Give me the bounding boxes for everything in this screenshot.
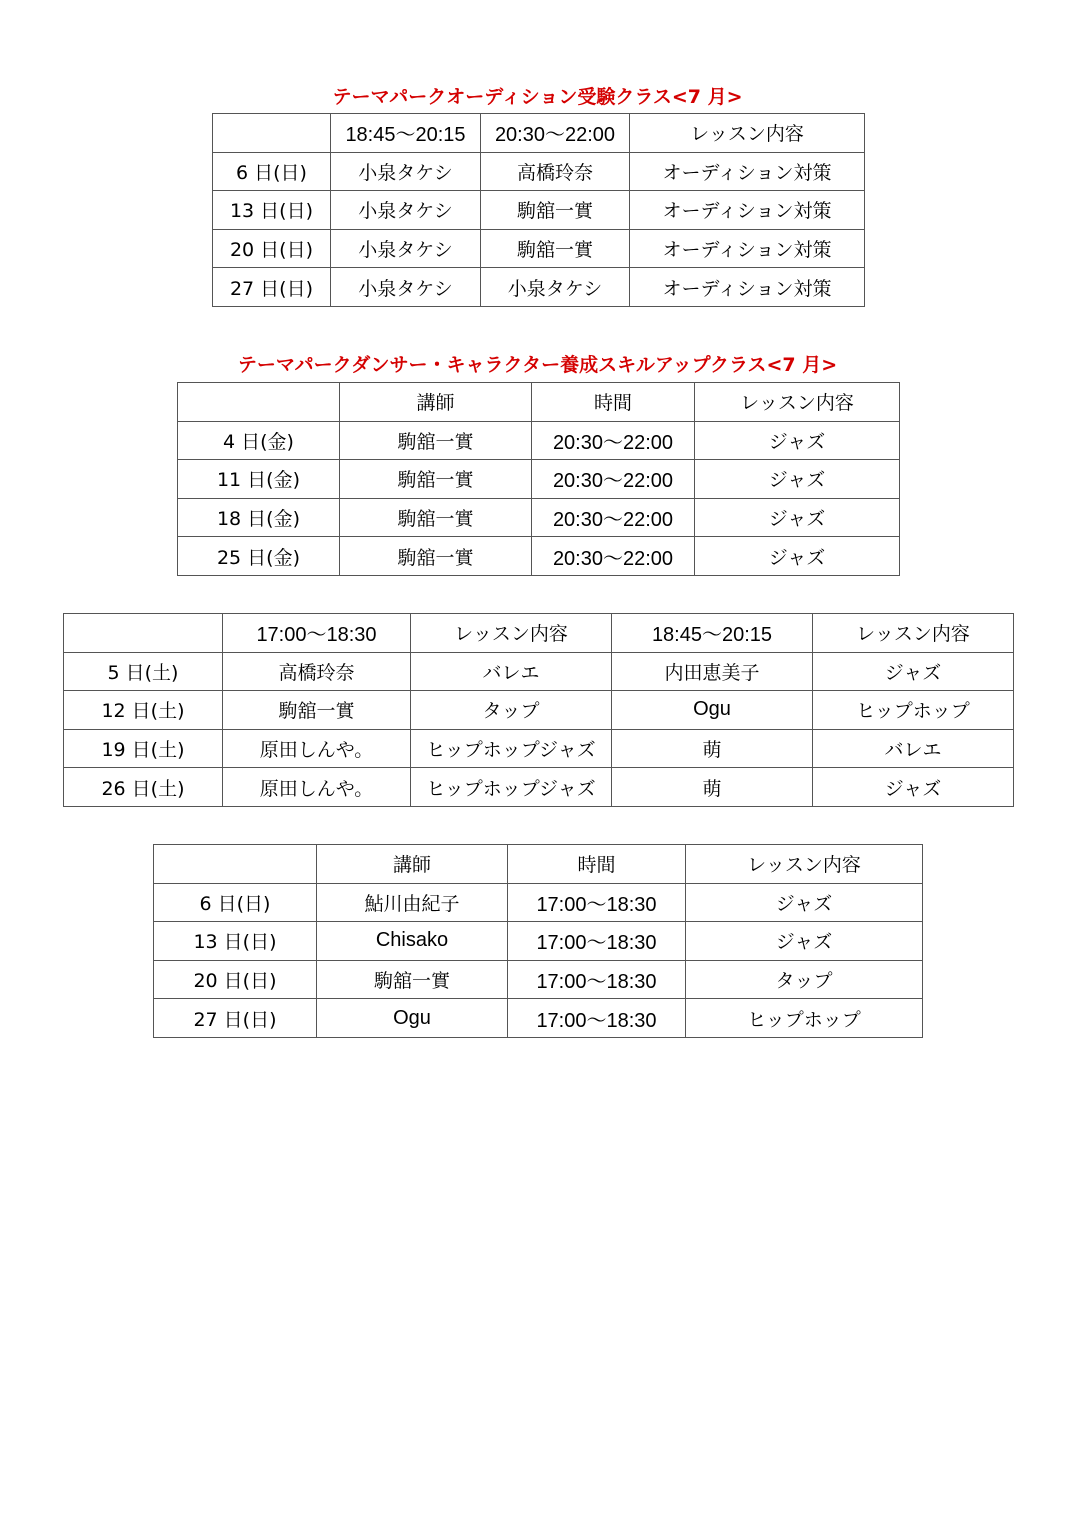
date-cell: 12 日(土) bbox=[64, 691, 223, 730]
instructor-cell: 駒舘一實 bbox=[223, 691, 411, 730]
instructor-cell: 駒舘一實 bbox=[340, 421, 532, 460]
header-cell-lesson-content-1: レッスン内容 bbox=[411, 614, 612, 653]
lesson-content-cell: ヒップホップ bbox=[686, 999, 923, 1038]
instructor-cell: 鮎川由紀子 bbox=[317, 883, 508, 922]
instructor-cell: 駒舘一實 bbox=[340, 460, 532, 499]
audition-class-title: テーマパークオーディション受験クラス<7 月> bbox=[332, 86, 743, 108]
table-row bbox=[213, 268, 865, 307]
lesson-content-cell: ヒップホップ bbox=[813, 691, 1014, 730]
lesson-content-cell: バレエ bbox=[411, 652, 612, 691]
header-cell-lesson-content: レッスン内容 bbox=[686, 845, 923, 884]
lesson-content-cell: ジャズ bbox=[695, 537, 900, 576]
date-cell: 20 日(日) bbox=[154, 960, 317, 999]
header-cell-empty bbox=[154, 845, 317, 884]
date-cell: 25 日(金) bbox=[178, 537, 340, 576]
header-cell-instructor: 講師 bbox=[317, 845, 508, 884]
table-row bbox=[64, 652, 1014, 691]
table-row bbox=[178, 460, 900, 499]
table-row bbox=[178, 537, 900, 576]
table-row bbox=[178, 421, 900, 460]
lesson-content-cell: ジャズ bbox=[813, 768, 1014, 807]
lesson-content-cell: ヒップホップジャズ bbox=[411, 729, 612, 768]
table-header-row bbox=[154, 845, 923, 884]
time-cell: 17:00～18:30 bbox=[508, 999, 686, 1038]
date-cell: 6 日(日) bbox=[154, 883, 317, 922]
instructor-cell: Ogu bbox=[317, 999, 508, 1038]
header-cell-lesson-content: レッスン内容 bbox=[630, 114, 865, 153]
time-cell: 17:00～18:30 bbox=[508, 922, 686, 961]
table-row bbox=[178, 498, 900, 537]
header-cell-empty bbox=[178, 383, 340, 422]
table-header-row bbox=[64, 614, 1014, 653]
date-cell: 5 日(土) bbox=[64, 652, 223, 691]
date-cell: 4 日(金) bbox=[178, 421, 340, 460]
table-header-row bbox=[213, 114, 865, 153]
instructor-cell: 高橋玲奈 bbox=[481, 152, 630, 191]
instructor-cell: 内田恵美子 bbox=[612, 652, 813, 691]
lesson-content-cell: ジャズ bbox=[695, 498, 900, 537]
date-cell: 18 日(金) bbox=[178, 498, 340, 537]
lesson-content-cell: ジャズ bbox=[686, 922, 923, 961]
lesson-content-cell: ジャズ bbox=[695, 421, 900, 460]
time-cell: 20:30～22:00 bbox=[532, 498, 695, 537]
skillup-class-table bbox=[177, 382, 900, 576]
header-cell-lesson-content-2: レッスン内容 bbox=[813, 614, 1014, 653]
instructor-cell: 萌 bbox=[612, 729, 813, 768]
header-cell-time: 時間 bbox=[508, 845, 686, 884]
lesson-content-cell: ジャズ bbox=[686, 883, 923, 922]
date-cell: 27 日(日) bbox=[213, 268, 331, 307]
time-cell: 17:00～18:30 bbox=[508, 883, 686, 922]
instructor-cell: 小泉タケシ bbox=[331, 191, 481, 230]
table-row bbox=[64, 768, 1014, 807]
date-cell: 13 日(日) bbox=[154, 922, 317, 961]
date-cell: 6 日(日) bbox=[213, 152, 331, 191]
date-cell: 20 日(日) bbox=[213, 229, 331, 268]
instructor-cell: 原田しんや。 bbox=[223, 768, 411, 807]
instructor-cell: 駒舘一實 bbox=[317, 960, 508, 999]
lesson-content-cell: タップ bbox=[686, 960, 923, 999]
lesson-content-cell: ヒップホップジャズ bbox=[411, 768, 612, 807]
lesson-content-cell: タップ bbox=[411, 691, 612, 730]
instructor-cell: Ogu bbox=[612, 691, 813, 730]
skillup-class-title: テーマパークダンサー・キャラクター養成スキルアップクラス<7 月> bbox=[237, 354, 838, 376]
header-cell-time: 時間 bbox=[532, 383, 695, 422]
table-row bbox=[154, 922, 923, 961]
instructor-cell: 高橋玲奈 bbox=[223, 652, 411, 691]
saturday-class-table bbox=[63, 613, 1014, 807]
date-cell: 27 日(日) bbox=[154, 999, 317, 1038]
table-row bbox=[213, 191, 865, 230]
table-row bbox=[154, 960, 923, 999]
table-row bbox=[213, 152, 865, 191]
header-cell-time-slot-2: 18:45～20:15 bbox=[612, 614, 813, 653]
date-cell: 11 日(金) bbox=[178, 460, 340, 499]
instructor-cell: 駒舘一實 bbox=[340, 537, 532, 576]
time-cell: 17:00～18:30 bbox=[508, 960, 686, 999]
instructor-cell: Chisako bbox=[317, 922, 508, 961]
lesson-content-cell: オーディション対策 bbox=[630, 229, 865, 268]
instructor-cell: 駒舘一實 bbox=[481, 229, 630, 268]
table-row bbox=[154, 999, 923, 1038]
header-cell-empty bbox=[64, 614, 223, 653]
lesson-content-cell: ジャズ bbox=[695, 460, 900, 499]
header-cell-time-slot-1: 17:00～18:30 bbox=[223, 614, 411, 653]
table-row bbox=[64, 691, 1014, 730]
table-header-row bbox=[178, 383, 900, 422]
instructor-cell: 原田しんや。 bbox=[223, 729, 411, 768]
header-cell-empty bbox=[213, 114, 331, 153]
date-cell: 19 日(土) bbox=[64, 729, 223, 768]
header-cell-lesson-content: レッスン内容 bbox=[695, 383, 900, 422]
time-cell: 20:30～22:00 bbox=[532, 537, 695, 576]
sunday-class-table bbox=[153, 844, 923, 1038]
lesson-content-cell: ジャズ bbox=[813, 652, 1014, 691]
lesson-content-cell: オーディション対策 bbox=[630, 152, 865, 191]
instructor-cell: 駒舘一實 bbox=[481, 191, 630, 230]
header-cell-time-slot-2: 20:30～22:00 bbox=[481, 114, 630, 153]
audition-class-table bbox=[212, 113, 865, 307]
header-cell-instructor: 講師 bbox=[340, 383, 532, 422]
instructor-cell: 小泉タケシ bbox=[481, 268, 630, 307]
lesson-content-cell: バレエ bbox=[813, 729, 1014, 768]
lesson-content-cell: オーディション対策 bbox=[630, 268, 865, 307]
header-cell-time-slot-1: 18:45～20:15 bbox=[331, 114, 481, 153]
instructor-cell: 小泉タケシ bbox=[331, 152, 481, 191]
time-cell: 20:30～22:00 bbox=[532, 421, 695, 460]
table-row bbox=[64, 729, 1014, 768]
time-cell: 20:30～22:00 bbox=[532, 460, 695, 499]
instructor-cell: 萌 bbox=[612, 768, 813, 807]
instructor-cell: 小泉タケシ bbox=[331, 268, 481, 307]
lesson-content-cell: オーディション対策 bbox=[630, 191, 865, 230]
instructor-cell: 駒舘一實 bbox=[340, 498, 532, 537]
date-cell: 26 日(土) bbox=[64, 768, 223, 807]
instructor-cell: 小泉タケシ bbox=[331, 229, 481, 268]
table-row bbox=[154, 883, 923, 922]
table-row bbox=[213, 229, 865, 268]
date-cell: 13 日(日) bbox=[213, 191, 331, 230]
